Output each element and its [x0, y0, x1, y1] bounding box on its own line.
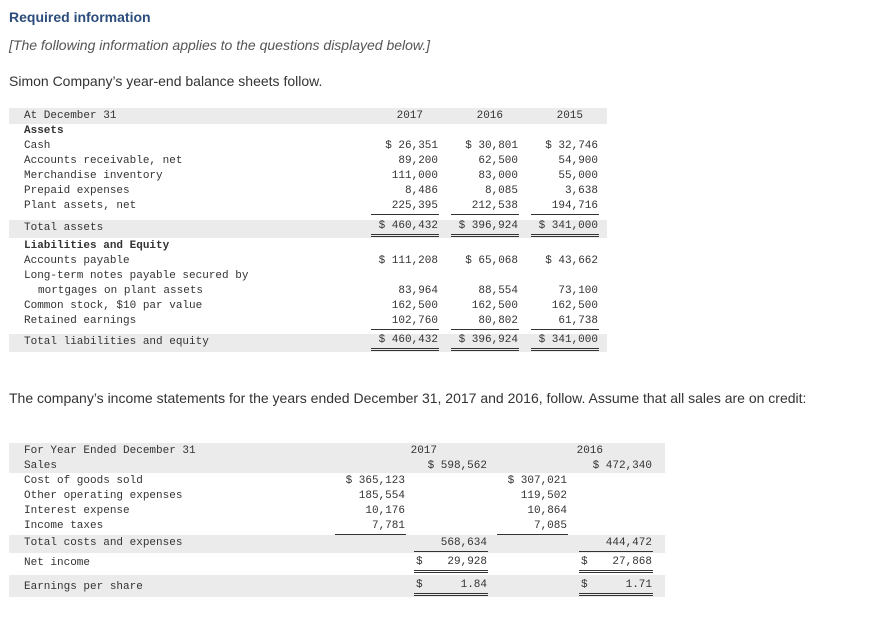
is-dollar-sign: $: [416, 579, 423, 591]
is-dollar-sign: $: [581, 556, 588, 568]
bs-row-label: Accounts receivable, net: [24, 155, 183, 167]
bs-cell: 61,738: [558, 315, 598, 327]
underline: [451, 329, 519, 330]
bs-cell: 89,200: [398, 155, 438, 167]
income-statement-intro: The company’s income statements for the years ended December 31, 2017 and 2016, follow. Assume that all sales are on credit:: [9, 390, 807, 406]
bs-year-2015: 2015: [556, 110, 583, 122]
bs-cell: $ 396,924: [458, 220, 518, 232]
double-underline: [414, 570, 488, 573]
is-dollar-sign: $: [581, 579, 588, 591]
is-row-label: Cost of goods sold: [24, 475, 143, 487]
is-year-2016: 2016: [576, 445, 603, 457]
underline: [414, 551, 488, 552]
is-net-income-label: Net income: [24, 557, 91, 569]
bs-cell: $ 43,662: [545, 255, 598, 267]
bs-row-label: Common stock, $10 par value: [24, 300, 203, 312]
bs-cell: 162,500: [471, 300, 518, 312]
bs-cell: 194,716: [551, 200, 598, 212]
is-cell: 119,502: [520, 490, 567, 502]
is-cell: 7,085: [533, 520, 567, 532]
income-statement-table: [9, 443, 665, 611]
underline: [579, 551, 653, 552]
is-cell: 1.71: [625, 579, 652, 591]
is-row-label: Other operating expenses: [24, 490, 183, 502]
bs-cell: 8,486: [404, 185, 438, 197]
underline: [371, 329, 439, 330]
bs-cell: $ 341,000: [538, 220, 598, 232]
is-total-costs-label: Total costs and expenses: [24, 537, 183, 549]
bs-total-assets-label: Total assets: [24, 222, 104, 234]
bs-cell: 102,760: [391, 315, 438, 327]
is-row-label: Interest expense: [24, 505, 130, 517]
bs-cell: 212,538: [471, 200, 518, 212]
bs-cell: $ 396,924: [458, 334, 518, 346]
is-year-2017: 2017: [410, 445, 437, 457]
is-cell: 10,176: [365, 505, 405, 517]
is-cell: $ 365,123: [345, 475, 405, 487]
bs-cell: 55,000: [558, 170, 598, 182]
bs-row-label: mortgages on plant assets: [38, 285, 204, 297]
double-underline: [579, 593, 653, 596]
is-sales-label: Sales: [24, 460, 58, 472]
bs-row-label: Merchandise inventory: [24, 170, 163, 182]
double-underline: [451, 348, 519, 351]
bs-cell: $ 460,432: [378, 220, 438, 232]
is-dollar-sign: $: [416, 556, 423, 568]
underline: [335, 534, 406, 535]
is-cell: $ 472,340: [592, 460, 652, 472]
bs-cell: $ 32,746: [545, 140, 598, 152]
bs-cell: 162,500: [551, 300, 598, 312]
bs-row-label: Long-term notes payable secured by: [24, 270, 249, 282]
underline: [451, 214, 519, 215]
double-underline: [371, 348, 439, 351]
bs-year-2016: 2016: [476, 110, 503, 122]
balance-sheet-intro: Simon Company’s year-end balance sheets follow.: [9, 73, 323, 89]
double-underline: [371, 234, 439, 237]
is-cell: 568,634: [440, 537, 487, 549]
bs-cell: $ 111,208: [378, 255, 438, 267]
is-cell: $ 307,021: [507, 475, 567, 487]
bs-row-label: Retained earnings: [24, 315, 137, 327]
bs-cell: 162,500: [391, 300, 438, 312]
bs-total-le-label: Total liabilities and equity: [24, 336, 209, 348]
is-cell: 29,928: [447, 556, 487, 568]
is-cell: 1.84: [460, 579, 487, 591]
bs-cell: 83,964: [398, 285, 438, 297]
bs-cell: 3,638: [564, 185, 598, 197]
bs-cell: $ 65,068: [465, 255, 518, 267]
bs-cell: 225,395: [391, 200, 438, 212]
bs-cell: 111,000: [391, 170, 438, 182]
is-cell: 27,868: [612, 556, 652, 568]
is-row-label: Income taxes: [24, 520, 104, 532]
double-underline: [531, 234, 599, 237]
bs-cell: 54,900: [558, 155, 598, 167]
underline: [531, 214, 599, 215]
bs-cell: $ 460,432: [378, 334, 438, 346]
bs-cell: 62,500: [478, 155, 518, 167]
bs-cell: 80,802: [478, 315, 518, 327]
underline: [371, 214, 439, 215]
balance-sheet-table: [9, 108, 607, 365]
bs-cell: 8,085: [484, 185, 518, 197]
bs-cell: $ 26,351: [385, 140, 438, 152]
bs-assets-heading: Assets: [24, 125, 64, 137]
bs-row-label: Cash: [24, 140, 51, 152]
bs-cell: 73,100: [558, 285, 598, 297]
underline: [497, 534, 568, 535]
double-underline: [414, 593, 488, 596]
bs-label-header: At December 31: [24, 110, 117, 122]
is-cell: 7,781: [371, 520, 405, 532]
double-underline: [579, 570, 653, 573]
bs-cell: 83,000: [478, 170, 518, 182]
is-cell: 10,864: [527, 505, 567, 517]
bs-row-label: Plant assets, net: [24, 200, 137, 212]
is-cell: 444,472: [605, 537, 652, 549]
is-cell: 185,554: [358, 490, 405, 502]
bs-liabilities-heading: Liabilities and Equity: [24, 240, 170, 252]
is-eps-label: Earnings per share: [24, 581, 143, 593]
double-underline: [451, 234, 519, 237]
required-information-heading: Required information: [9, 9, 151, 25]
bs-cell: $ 30,801: [465, 140, 518, 152]
double-underline: [531, 348, 599, 351]
bs-row-label: Prepaid expenses: [24, 185, 130, 197]
bs-cell: 88,554: [478, 285, 518, 297]
bs-row-label: Accounts payable: [24, 255, 130, 267]
underline: [531, 329, 599, 330]
is-label-header: For Year Ended December 31: [24, 445, 196, 457]
bs-cell: $ 341,000: [538, 334, 598, 346]
instruction-note: [The following information applies to the questions displayed below.]: [9, 37, 431, 53]
is-cell: $ 598,562: [427, 460, 487, 472]
bs-year-2017: 2017: [396, 110, 423, 122]
